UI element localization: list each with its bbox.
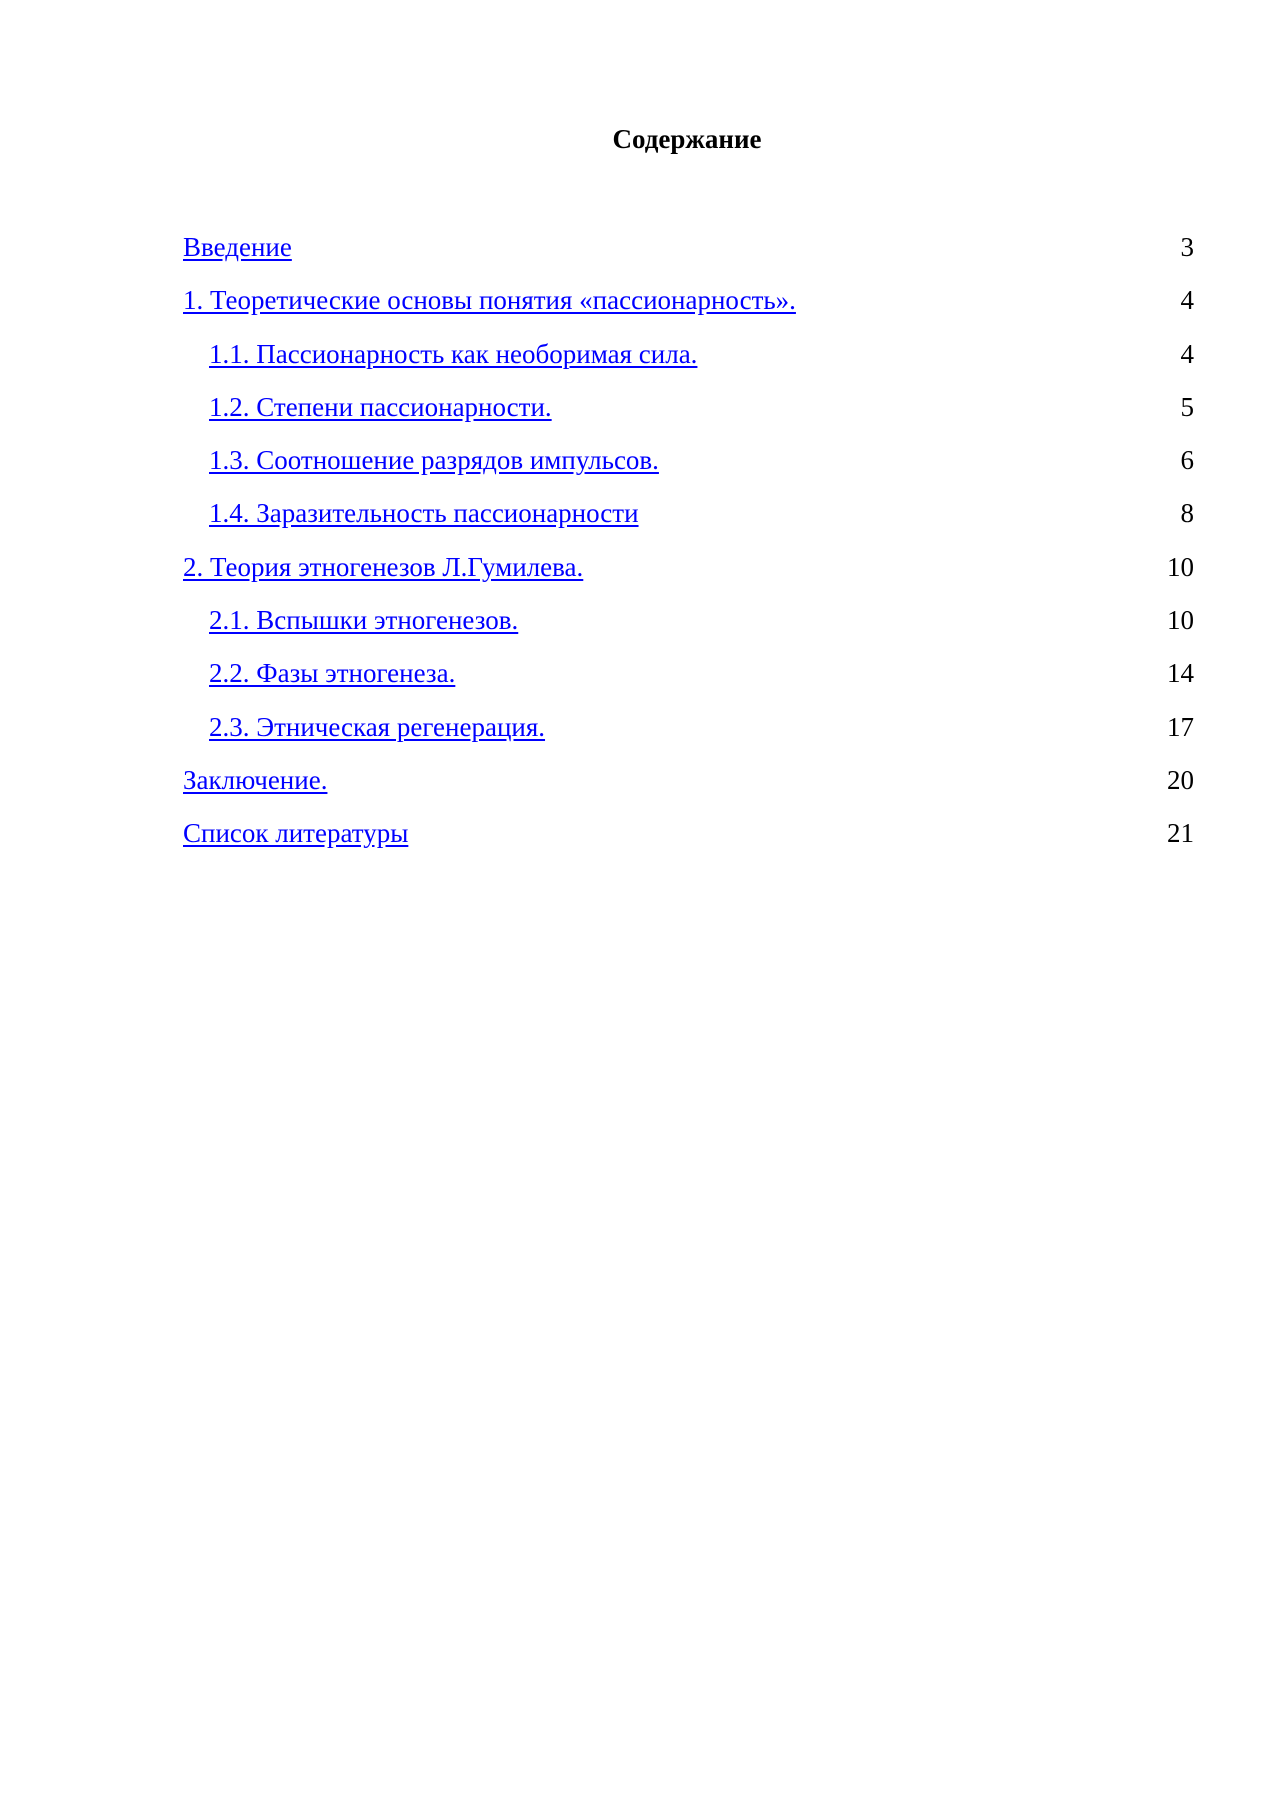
- toc-link-section-1-3[interactable]: 1.3. Соотношение разрядов импульсов.: [209, 445, 659, 476]
- table-of-contents: [183, 226, 1194, 866]
- toc-entry-references: [183, 812, 1194, 865]
- toc-entry-section-1-1: [183, 333, 1194, 386]
- toc-page-number: 8: [1180, 498, 1194, 529]
- toc-page-number: 5: [1180, 391, 1194, 422]
- toc-entry-conclusion: [183, 759, 1194, 812]
- toc-entry-section-1-2: [183, 386, 1194, 439]
- toc-page-number: 10: [1167, 551, 1194, 582]
- toc-entry-section-1-3: [183, 439, 1194, 492]
- toc-entry-chapter-1: [183, 279, 1194, 332]
- toc-page-number: 4: [1180, 338, 1194, 369]
- toc-link-chapter-1[interactable]: 1. Теоретические основы понятия «пассионарность».: [183, 285, 796, 316]
- toc-link-conclusion[interactable]: Заключение.: [183, 764, 328, 795]
- toc-page-number: 10: [1167, 605, 1194, 636]
- toc-page-number: 6: [1180, 445, 1194, 476]
- toc-page-number: 17: [1167, 711, 1194, 742]
- toc-link-references[interactable]: Список литературы: [183, 818, 409, 849]
- toc-entry-section-2-1: [183, 599, 1194, 652]
- toc-page-number: 21: [1167, 818, 1194, 849]
- toc-entry-section-1-4: [183, 492, 1194, 545]
- toc-link-section-2-2[interactable]: 2.2. Фазы этногенеза.: [209, 658, 456, 689]
- toc-link-introduction[interactable]: Введение: [183, 232, 292, 262]
- toc-entry-introduction: [183, 226, 1194, 279]
- toc-link-section-1-1[interactable]: 1.1. Пассионарность как необоримая сила.: [209, 338, 698, 369]
- toc-page-number: 3: [1180, 232, 1194, 262]
- toc-page-number: 20: [1167, 764, 1194, 795]
- toc-page-number: 14: [1167, 658, 1194, 689]
- toc-link-section-2-1[interactable]: 2.1. Вспышки этногенезов.: [209, 605, 519, 636]
- toc-link-section-2-3[interactable]: 2.3. Этническая регенерация.: [209, 711, 546, 742]
- toc-link-section-1-2[interactable]: 1.2. Степени пассионарности.: [209, 391, 552, 422]
- toc-link-chapter-2[interactable]: 2. Теория этногенезов Л.Гумилева.: [183, 551, 584, 582]
- toc-entry-section-2-3: [183, 706, 1194, 759]
- toc-page-number: 4: [1180, 285, 1194, 316]
- toc-title: Содержание: [612, 124, 762, 154]
- toc-link-section-1-4[interactable]: 1.4. Заразительность пассионарности: [209, 498, 639, 529]
- toc-entry-chapter-2: [183, 546, 1194, 599]
- toc-entry-section-2-2: [183, 652, 1194, 705]
